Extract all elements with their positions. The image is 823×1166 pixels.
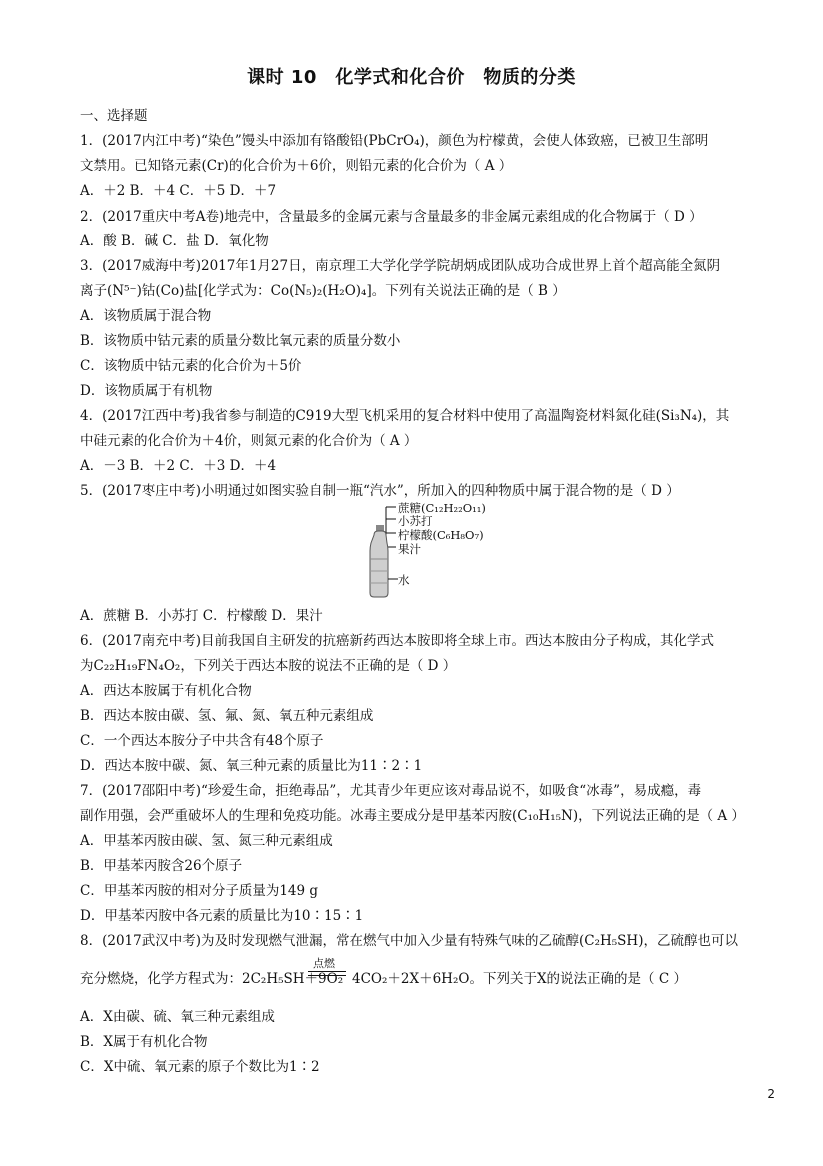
- q8-option-c: C．X中硫、氧元素的原子个数比为1∶2: [80, 1059, 320, 1075]
- q1-line-2: 文禁用。已知铬元素(Cr)的化合价为＋6价，则铅元素的化合价为（ A ）: [80, 158, 513, 174]
- q7-option-b: B．甲基苯丙胺含26个原子: [80, 858, 243, 874]
- q6-option-b: B．西达本胺由碳、氢、氟、氮、氧五种元素组成: [80, 708, 374, 724]
- section-heading: 一、选择题: [80, 108, 148, 124]
- q2-options: A．酸 B．碱 C．盐 D．氧化物: [80, 233, 269, 249]
- figure-label-baking-soda: 小苏打: [398, 514, 433, 528]
- q3-option-b: B．该物质中钴元素的质量分数比氧元素的质量分数小: [80, 333, 401, 349]
- q3-option-c: C．该物质中钴元素的化合价为＋5价: [80, 358, 302, 374]
- bottle-figure: [368, 499, 508, 599]
- q3-option-a: A．该物质属于混合物: [80, 308, 212, 324]
- q2-line-1: 2．(2017重庆中考A卷)地壳中，含量最多的金属元素与含量最多的非金属元素组成的化合物属于（ D ）: [80, 209, 703, 225]
- q4-line-1: 4．(2017江西中考)我省参与制造的C919大型飞机采用的复合材料中使用了高温陶瓷材料氮化硅(Si₃N₄)，其: [80, 408, 730, 424]
- figure-label-sucrose: 蔗糖(C₁₂H₂₂O₁₁): [398, 501, 486, 515]
- q3-line-2: 离子(N⁵⁻)钴(Co)盐[化学式为：Co(N₅)₂(H₂O)₄]。下列有关说法正确的是（ B ）: [80, 283, 566, 299]
- q8-option-b: B．X属于有机化合物: [80, 1034, 208, 1050]
- q6-option-a: A．西达本胺属于有机化合物: [80, 683, 252, 699]
- q8-line-2-suffix: 4CO₂＋2X＋6H₂O。下列关于X的说法正确的是（ C ）: [352, 971, 687, 987]
- page-title: 课时 10 化学式和化合价 物质的分类: [247, 67, 576, 88]
- q7-option-a: A．甲基苯丙胺由碳、氢、氮三种元素组成: [80, 833, 333, 849]
- reaction-condition: 点燃: [313, 957, 335, 970]
- q7-option-c: C．甲基苯丙胺的相对分子质量为149 g: [80, 883, 319, 899]
- q7-line-1: 7．(2017邵阳中考)“珍爱生命，拒绝毒品”，尤其青少年更应该对毒品说不，如吸食“冰毒”，易成瘾，毒: [80, 783, 702, 799]
- q6-line-2: 为C₂₂H₁₉FN₄O₂，下列关于西达本胺的说法不正确的是（ D ）: [80, 658, 457, 674]
- q5-options: A．蔗糖 B．小苏打 C．柠檬酸 D．果汁: [80, 608, 323, 624]
- q6-option-c: C．一个西达本胺分子中共含有48个原子: [80, 733, 324, 749]
- q1-line-1: 1．(2017内江中考)“染色”馒头中添加有铬酸铅(PbCrO₄)，颜色为柠檬黄，会使人体致癌，已被卫生部明: [80, 133, 709, 149]
- q8-line-2-prefix: 充分燃烧，化学方程式为：2C₂H₅SH＋9O₂: [80, 971, 344, 987]
- q5-line-1: 5．(2017枣庄中考)小明通过如图实验自制一瓶“汽水”，所加入的四种物质中属于混合物的是（ D ）: [80, 483, 680, 499]
- figure-label-water: 水: [398, 573, 410, 587]
- q4-options: A．－3 B．＋2 C．＋3 D．＋4: [80, 458, 277, 474]
- q8-option-a: A．X由碳、硫、氧三种元素组成: [80, 1009, 275, 1025]
- q1-options: A．＋2 B．＋4 C．＋5 D．＋7: [80, 183, 277, 199]
- q7-option-d: D．甲基苯丙胺中各元素的质量比为10∶15∶1: [80, 908, 364, 924]
- q6-line-1: 6．(2017南充中考)目前我国自主研发的抗癌新药西达本胺即将全球上市。西达本胺由分子构成，其化学式: [80, 633, 714, 649]
- q6-option-d: D．西达本胺中碳、氮、氧三种元素的质量比为11∶2∶1: [80, 758, 423, 774]
- q7-line-2: 副作用强，会严重破坏人的生理和免疫功能。冰毒主要成分是甲基苯丙胺(C₁₀H₁₅N)，下列说法正确的是（ A ）: [80, 808, 745, 824]
- q3-option-d: D．该物质属于有机物: [80, 383, 213, 399]
- equation-equals-sign: [308, 971, 346, 976]
- figure-label-citric-acid: 柠檬酸(C₆H₈O₇): [398, 528, 484, 542]
- q4-line-2: 中硅元素的化合价为＋4价，则氮元素的化合价为（ A ）: [80, 433, 418, 449]
- q8-line-1: 8．(2017武汉中考)为及时发现燃气泄漏，常在燃气中加入少量有特殊气味的乙硫醇(C₂H₅SH)，乙硫醇也可以: [80, 933, 738, 949]
- q3-line-1: 3．(2017威海中考)2017年1月27日，南京理工大学化学学院胡炳成团队成功合成世界上首个超高能全氮阴: [80, 258, 721, 274]
- page-number: 2: [767, 1087, 775, 1101]
- figure-label-juice: 果汁: [398, 542, 421, 556]
